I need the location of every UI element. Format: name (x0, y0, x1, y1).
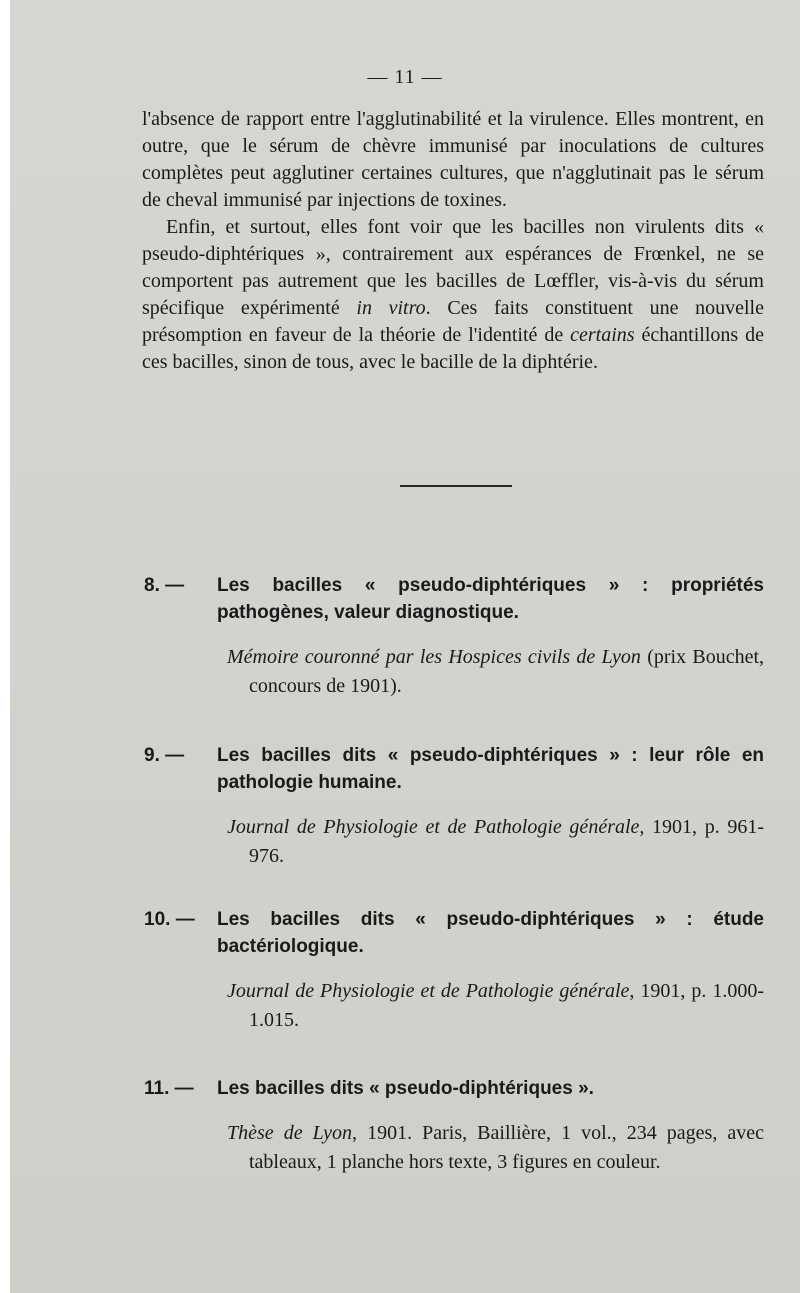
entry-title: Les bacilles « pseudo-diphtériques » : propriétés pathogènes, valeur diagnostique. (217, 575, 764, 623)
paragraph-2-part-a: Enfin, et surtout, elles font voir que les bacilles non virulents dits « pseudo-diphtériques », contrairement aux espérances de Frœnkel, ne se comportent pas autrement que les bacilles de Lœffler, vis-à-vis du sérum spécifique expérimenté (142, 216, 764, 319)
entry-source: Journal de Physiologie et de Pathologie générale (227, 816, 640, 838)
entry-title: Les bacilles dits « pseudo-diphtériques » : leur rôle en pathologie humaine. (217, 745, 764, 793)
paragraph-2-certains: certains (570, 324, 635, 346)
entry-details: (prix Bouchet, concours de 1901). (249, 646, 764, 697)
entry-reference (144, 813, 764, 871)
entry-details: , 1901. Paris, Baillière, 1 vol., 234 pages, avec tableaux, 1 planche hors texte, 3 figures en couleur. (249, 1122, 764, 1173)
paragraph-2-in-vitro: in vitro (356, 297, 426, 319)
bibliography-entry (144, 906, 764, 1035)
bibliography-entry (144, 742, 764, 871)
entry-heading (144, 742, 764, 796)
entry-details: , 1901, p. 1.000-1.015. (249, 980, 764, 1031)
entry-title: Les bacilles dits « pseudo-diphtériques ». (217, 1078, 594, 1099)
bibliography-entry (144, 572, 764, 701)
entry-heading (144, 906, 764, 960)
entry-number: 9. — (144, 745, 185, 766)
entry-source: Journal de Physiologie et de Pathologie générale (227, 980, 630, 1002)
paragraph-1: l'absence de rapport entre l'agglutinabilité et la virulence. Elles montrent, en outre, que le sérum de chèvre immunisé par inoculations de cultures complètes peut agglutiner certaines cultures, que n'agglutinait pas le sérum de cheval immunisé par injections de toxines. (142, 108, 764, 211)
entry-title: Les bacilles dits « pseudo-diphtériques » : étude bactériologique. (217, 909, 764, 957)
paragraph-2-part-c: . Ces faits constituent une nouvelle présomption en faveur de la théorie de l'identité de (142, 297, 764, 346)
entry-details: , 1901, p. 961-976. (249, 816, 764, 867)
paragraph-2-part-e: échantillons de ces bacilles, sinon de tous, avec le bacille de la diphtérie. (142, 324, 764, 373)
entry-reference (144, 1119, 764, 1177)
bibliography-entry (144, 1075, 764, 1177)
paragraph-2 (142, 214, 764, 376)
entry-heading (144, 572, 764, 626)
entry-source: Mémoire couronné par les Hospices civils de Lyon (227, 646, 641, 668)
entry-number: 8. — (144, 575, 185, 596)
entry-heading (144, 1075, 764, 1102)
document-page (10, 0, 800, 1293)
entry-number: 10. — (144, 909, 195, 930)
body-text (142, 106, 764, 376)
entry-reference (144, 977, 764, 1035)
page-number: — 11 — (367, 66, 443, 88)
section-separator (400, 485, 512, 487)
entry-number: 11. — (144, 1078, 194, 1099)
entry-source: Thèse de Lyon (227, 1122, 353, 1144)
entry-reference (144, 643, 764, 701)
